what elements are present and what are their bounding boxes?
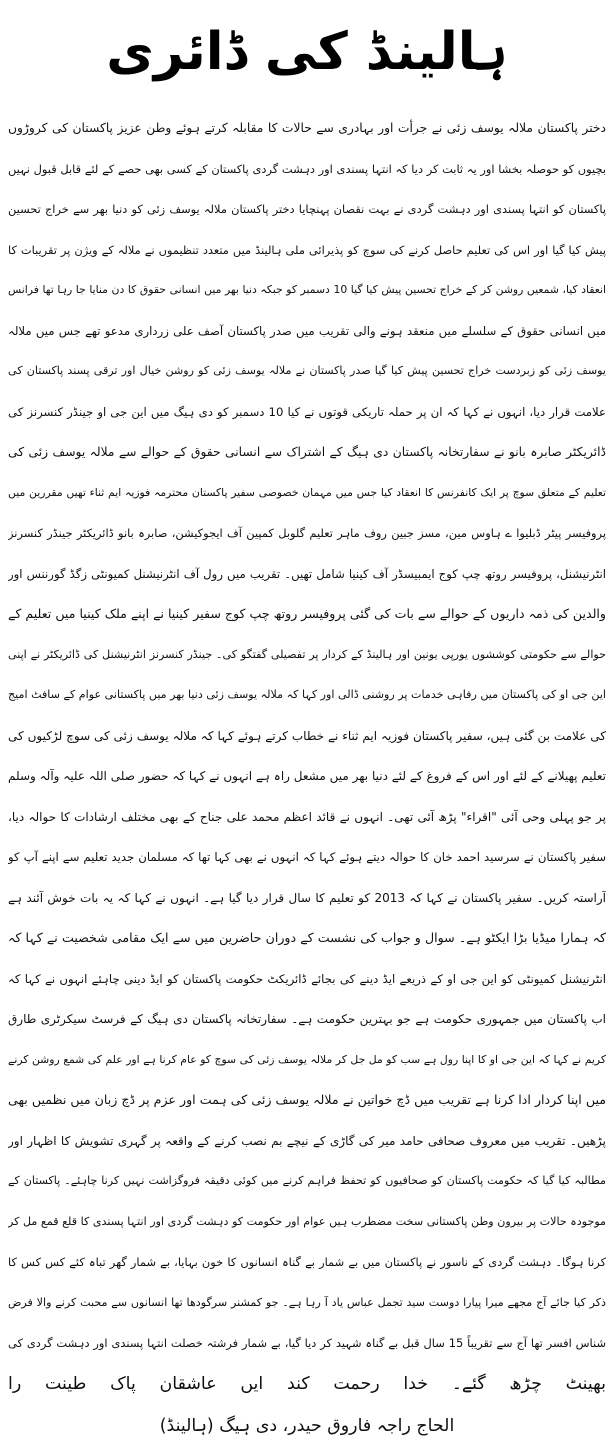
article-line: این جی او کی پاکستان میں رفاہی خدمات پر روشنی ڈالی اور کہا کہ ملالہ یوسف زئی دنیا بھر میں پاکستانی عوام کے سافٹ امیج xyxy=(8,688,606,701)
article-title: ہالینڈ کی ڈائری xyxy=(106,22,508,82)
article-line: سفیر پاکستان نے سرسید احمد خان کا حوالہ دیتے ہوئے کہا کہ انہوں نے بھی کہا تھا کہ مسلمان جدید تعلیم سے اپنے آپ کو xyxy=(8,850,606,864)
article-line: مطالبہ کیا گیا کہ حکومت پاکستان کو صحافیوں کو تحفظ فراہم کرنے میں کوئی دقیقہ فروگزاشت نہیں کرنا چاہئے۔ پاکستان کے xyxy=(8,1174,606,1187)
article-line: تعلیم کے متعلق سوچ پر ایک کانفرنس کا انعقاد کیا جس میں مہمان خصوصی سفیر پاکستان محترمہ فوزیہ ایم ثناء تھیں مقررین میں xyxy=(8,485,606,499)
article-line: پیش کیا گیا اور اس کی تعلیم حاصل کرنے کی سوچ کو پذیرائی ملی ہالینڈ میں متعدد تنظیموں نے ملالہ کے ویژن پر تقریبات کا xyxy=(8,242,606,257)
article-line: یوسف زئی کو زبردست خراج تحسین پیش کیا گیا صدر پاکستان نے ملالہ یوسف زئی کو روشن خیال اور ترقی پسند پاکستان کی xyxy=(8,364,606,377)
article-line: بھینٹ چڑھ گئے۔ خدا رحمت کند ایں عاشقان پاک طینت را xyxy=(8,1373,606,1394)
article-line: میں اپنا کردار ادا کرنا ہے تقریب میں ڈچ خواتین نے ملالہ یوسف زئی کی ہمت اور عزم پر ڈچ زبان میں نظمیں بھی xyxy=(8,1092,606,1107)
article-line: پڑھیں۔ تقریب میں معروف صحافی حامد میر کی گاڑی کے نیچے بم نصب کرنے کے واقعہ پر گہری تشویش کا اظہار اور xyxy=(8,1133,606,1148)
article-line: پاکستان کو انتہا پسندی اور دہشت گردی نے بہت نقصان پہنچایا دختر پاکستان ملالہ یوسف زئی کو دنیا بھر سے خراج تحسین xyxy=(8,202,606,216)
article-line: کہ ہمارا میڈیا بڑا ایکٹو ہے۔ سوال و جواب کی نشست کے دوران حاضرین میں سے ایک مقامی شخصیت نے کہا کہ xyxy=(8,930,606,945)
article-line: انٹرنیشنل، پروفیسر روتھ چپ کوج ایمبیسڈر آف کینیا شامل تھیں۔ تقریب میں رول آف انٹرنیشنل کمیونٹی زگڈ گورننس اور xyxy=(8,566,606,581)
article-line: انٹرنیشنل کمیونٹی کو این جی او کے ذریعے ایڈ دینے کی بجائے ڈائریکٹ حکومت پاکستان کو ایڈ دینی چاہئے انہوں نے کہا کہ xyxy=(8,971,606,986)
article-line: کرنا ہوگا۔ دہشت گردی کے ناسور نے پاکستان میں بے شمار بے گناہ انسانوں کا خون بہایا، بے شمار گھر تباہ کئے کس کس کا xyxy=(8,1255,606,1269)
article-body xyxy=(8,108,606,1404)
article-line: موجودہ حالات پر بیرون وطن پاکستانی سخت مضطرب ہیں عوام اور حکومت کو دہشت گردی اور انتہا پسندی کا قلع قمع مل کر xyxy=(8,1214,606,1228)
article-line: کریم نے کہا کہ این جی او کا اپنا رول ہے سب کو مل جل کر ملالہ یوسف زئی کی سوچ کو عام کرنا ہے اور علم کی شمع روشن کرنے xyxy=(8,1052,606,1066)
article-line: حوالے سے حکومتی کوششوں یورپی یونین اور ہالینڈ کے کردار پر تفصیلی گفتگو کی۔ جینڈر کنسرنز انٹرنیشنل کی ڈائریکٹر نے اپنی xyxy=(8,647,606,661)
article-line: بچیوں کو حوصلہ بخشا اور یہ ثابت کر دیا کہ انتہا پسندی اور دہشت گردی پاکستان کے کسی بھی حصے کے لئے قابل قبول نہیں xyxy=(8,161,606,176)
article-line: پر جو پہلی وحی آئی "اقراء" پڑھ آئی تھی۔ انہوں نے قائد اعظم محمد علی جناح کے بھی مختلف ارشادات کا حوالہ دیا، xyxy=(8,809,606,824)
article-line: شناس افسر تھا آج سے تقریباً 15 سال قبل بے گناہ شہید کر دیا گیا، بے شمار فرشتہ خصلت انتہا پسندی اور دہشت گردی کی xyxy=(8,1336,606,1350)
article-line: کی علامت بن گئی ہیں، سفیر پاکستان فوزیہ ایم ثناء نے خطاب کرتے ہوئے کہا کہ ملالہ یوسف زئی کی سوچ لڑکیوں کی xyxy=(8,728,606,743)
article-line: پروفیسر پیٹر ڈبلیوا ے ہاوس مین، مسز جبین روف ماہر تعلیم گلوبل کمپین آف ایجوکیشن، صابرہ بانو ڈائریکٹر جینڈر کنسرنز xyxy=(8,526,606,540)
article-line: ڈائریکٹر صابرہ بانو نے سفارتخانہ پاکستان دی ہیگ کے اشتراک سے انسانی حقوق کے حوالے سے ملالہ یوسف زئی کی xyxy=(8,445,606,459)
article-line: ذکر کیا جائے آج مجھے میرا پیارا دوست سید تجمل عباس یاد آ رہا ہے۔ جو کمشنر سرگودھا تھا انسانوں سے محبت کرنے والا فرض xyxy=(8,1295,606,1309)
article-line: اب پاکستان میں جمہوری حکومت ہے جو بہترین حکومت ہے۔ سفارتخانہ پاکستان دی ہیگ کے فرسٹ سیکرٹری طارق xyxy=(8,1012,606,1026)
article-line: تعلیم پھیلانے کے لئے اور اس کے فروغ کے لئے دنیا بھر میں مشعل راہ ہے انہوں نے کہا کہ حضور صلی اللہ علیہ وآلہ وسلم xyxy=(8,769,606,783)
article-byline: الحاج راجہ فاروق حیدر، دی ہیگ (ہالینڈ) xyxy=(159,1416,455,1436)
article-line: والدین کی ذمہ داریوں کے حوالے سے بات کی گئی پروفیسر روتھ چپ کوج سفیر کینیا نے اپنے ملک کینیا میں تعلیم کے xyxy=(8,606,606,621)
article-line: آراستہ کریں۔ سفیر پاکستان نے کہا کہ 2013 کو تعلیم کا سال قرار دیا گیا ہے۔ انہوں نے کہا کہ یہ بات خوش آئند ہے xyxy=(8,890,606,905)
article-line: دختر پاکستان ملالہ یوسف زئی نے جرأت اور بہادری سے حالات کا مقابلہ کرتے ہوئے وطن عزیز پاکستان کی کروڑوں xyxy=(8,121,606,135)
article-line: میں انسانی حقوق کے سلسلے میں منعقد ہونے والی تقریب میں صدر پاکستان آصف علی زرداری مدعو تھے جس میں ملالہ xyxy=(8,323,606,338)
article-line: علامت قرار دیا، انہوں نے کہا کہ ان پر حملہ تاریکی قوتوں نے کیا 10 دسمبر کو دی ہیگ میں این جی او جینڈر کنسرنز کی xyxy=(8,404,606,419)
article-line: انعقاد کیا، شمعیں روشن کر کے خراج تحسین پیش کیا گیا 10 دسمبر کو جبکہ دنیا بھر میں انسانی حقوق کا دن منایا جا رہا تھا فرانس xyxy=(8,283,606,296)
